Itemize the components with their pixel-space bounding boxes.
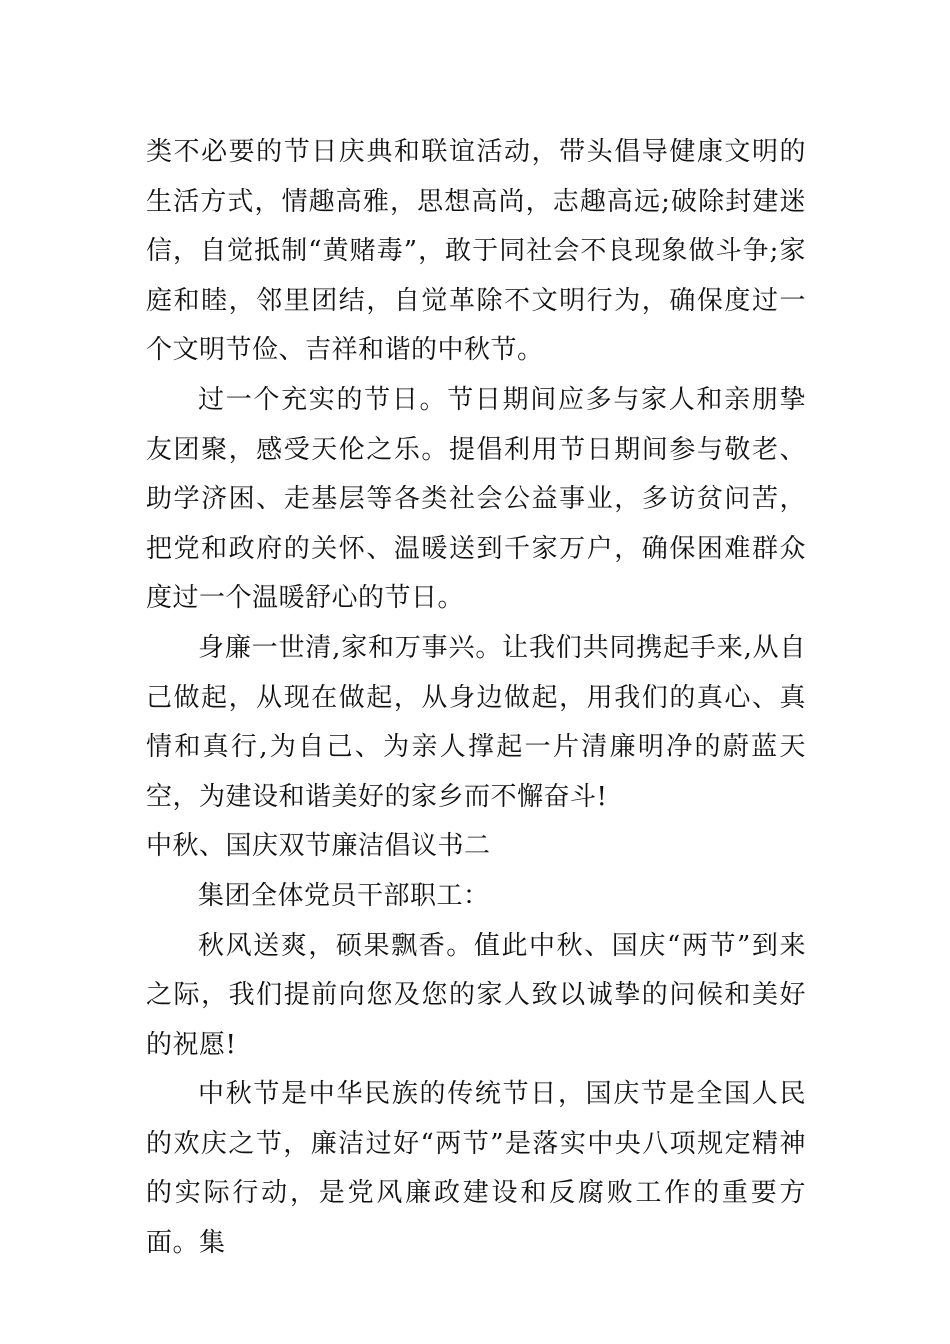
section-heading: 中秋、国庆双节廉洁倡议书二 bbox=[146, 831, 491, 862]
paragraph-festival-intro: 中秋节是中华民族的传统节日，国庆节是全国人民的欢庆之节，廉洁过好“两节”是落实中央八项规定精神的实际行动，是党风廉政建设和反腐败工作的重要方面。集 bbox=[146, 1079, 806, 1259]
paragraph-fulfilling-holiday: 过一个充实的节日。节日期间应多与家人和亲朋挚友团聚，感受天伦之乐。提倡利用节日期间参与敬老、助学济困、走基层等各类社会公益事业，多访贫问苦，把党和政府的关怀、温暖送到千家万户，确保困难群众度过一个温暖舒心的节日。 bbox=[146, 384, 806, 614]
salutation: 集团全体党员干部职工： bbox=[198, 880, 490, 911]
paragraph-greeting: 秋风送爽，硕果飘香。值此中秋、国庆“两节”到来之际，我们提前向您及您的家人致以诚挚的问候和美好的祝愿! bbox=[146, 930, 806, 1060]
paragraph-closing-call: 身廉一世清,家和万事兴。让我们共同携起手来,从自己做起，从现在做起，从身边做起，用我们的真心、真情和真行,为自己、为亲人撑起一片清廉明净的蔚蓝天空，为建设和谐美好的家乡而不懈奋斗! bbox=[146, 632, 806, 812]
paragraph-continuation: 类不必要的节日庆典和联谊活动，带头倡导健康文明的生活方式，情趣高雅，思想高尚，志趣高远;破除封建迷信，自觉抵制“黄赌毒”，敢于同社会不良现象做斗争;家庭和睦，邻里团结，自觉革除不文明行为，确保度过一个文明节俭、吉祥和谐的中秋节。 bbox=[146, 137, 806, 366]
document-page bbox=[146, 128, 806, 1269]
